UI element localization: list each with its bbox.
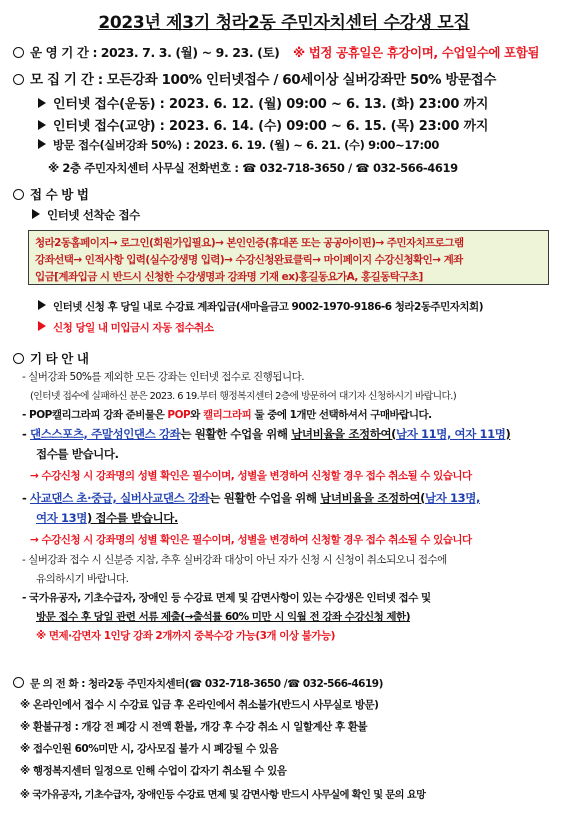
contact-note: ※ 온라인에서 접수 시 수강료 입금 후 온라인에서 취소불가(반드시 사무실로 방문) — [20, 699, 379, 711]
pop-note: - POP캘리그라피 강좌 준비물은 POP와 캘리그라피 둘 중에 1개만 선택하셔서 구매바랍니다. — [22, 409, 432, 421]
circle-bullet-icon — [13, 353, 24, 364]
method-heading: 접 수 방 법 — [13, 185, 89, 203]
triangle-bullet-icon — [38, 300, 46, 310]
contact-phone: 문 의 전 화 : 청라2동 주민자치센터(☎ 032-718-3650 /☎ 032-566-4619) — [13, 676, 383, 691]
gender-warning: → 수강신청 시 강좌명의 성별 확인은 필수이며, 성별을 변경하여 신청할 경우 접수 취소될 수 있습니다 — [30, 534, 472, 546]
triangle-bullet-icon — [32, 209, 40, 219]
circle-bullet-icon — [13, 74, 24, 85]
gender-warning: → 수강신청 시 강좌명의 성별 확인은 필수이며, 성별을 변경하여 신청할 경우 접수 취소될 수 있습니다 — [30, 470, 472, 482]
signup-step-line: 청라2동홈페이지→ 로그인(회원가입필요)→ 본인인증(휴대폰 또는 공공아이핀)→ 주민자치프로그램 — [35, 237, 464, 249]
dance-ratio-note-2: - 사교댄스 초·중급, 실버사교댄스 강좌는 원활한 수업을 위해 남녀비율을 조정하여(남자 13명, — [22, 491, 480, 505]
recruit-row-culture: 인터넷 접수(교양) : 2023. 6. 14. (수) 09:00 ~ 6. 15. (목) 23:00 까지 — [38, 115, 488, 134]
triangle-bullet-icon — [38, 321, 46, 331]
etc-heading: 기 타 안 내 — [13, 349, 89, 367]
signup-step-line: 강좌선택→ 인적사항 입력(실수강생명 입력)→ 수강신청완료클릭→ 마이페이지 수강신청확인→ 계좌 — [35, 254, 463, 266]
method-sub: 인터넷 선착순 접수 — [32, 207, 140, 223]
exemption-limit: ※ 면제·감면자 1인당 강좌 2개까지 중복수강 가능(3개 이상 불가능) — [36, 630, 335, 642]
etc-line: - 실버강좌 50%를 제외한 모든 강좌는 인터넷 접수로 진행됩니다. — [22, 371, 305, 383]
dance-ratio-note-1: - 댄스스포츠, 주말성인댄스 강좌는 원활한 수업을 위해 남녀비율을 조정하여(남자 11명, 여자 11명) — [22, 427, 511, 441]
dance-ratio-note-2-cont: 여자 13명) 접수를 받습니다. — [36, 511, 178, 525]
recruit-period: 모 집 기 간 : 모든강좌 100% 인터넷접수 / 60세이상 실버강좌만 50% 방문접수 — [13, 68, 496, 88]
holiday-note: ※ 법정 공휴일은 휴강이며, 수업일수에 포함됨 — [293, 45, 540, 60]
dance-ratio-note-1-cont: 접수를 받습니다. — [36, 447, 119, 461]
triangle-bullet-icon — [38, 120, 46, 130]
contact-note: ※ 환불규정 : 개강 전 폐강 시 전액 환불, 개강 후 수강 취소 시 일할계산 후 환불 — [20, 721, 368, 733]
auto-cancel-note: 신청 당일 내 미입금시 자동 접수취소 — [38, 320, 213, 335]
circle-bullet-icon — [13, 189, 24, 200]
circle-bullet-icon — [13, 677, 24, 688]
triangle-bullet-icon — [38, 139, 46, 149]
page-title: 2023년 제3기 청라2동 주민자치센터 수강생 모집 — [98, 13, 470, 33]
operating-period: 운 영 기 간 : 2023. 7. 3. (월) ~ 9. 23. (토) ※ 법정 공휴일은 휴강이며, 수업일수에 포함됨 — [13, 43, 539, 61]
contact-note: ※ 행정복지센터 일정으로 인해 수업이 갑자기 취소될 수 있음 — [20, 765, 287, 777]
silver-note: - 실버강좌 접수 시 신분증 지참, 추후 실버강좌 대상이 아닌 자가 신청 시 신청이 취소되오니 접수에 — [22, 554, 447, 566]
signup-step-line: 입금[계좌입금 시 반드시 신청한 수강생명과 강좌명 기재 ex)홍길동요가A, 홍길동탁구초] — [35, 271, 423, 283]
recruit-row-sports: 인터넷 접수(운동) : 2023. 6. 12. (월) 09:00 ~ 6. 13. (화) 23:00 까지 — [38, 93, 488, 112]
circle-bullet-icon — [13, 47, 24, 58]
silver-note-cont: 유의하시기 바랍니다. — [36, 573, 129, 585]
exemption-note: - 국가유공자, 기초수급자, 장애인 등 수강료 면제 및 감면사항이 있는 수강생은 인터넷 접수 및 — [22, 592, 431, 604]
payment-info: 인터넷 신청 후 당일 내로 수강료 계좌입금(새마을금고 9002-1970-9186-6 청라2동주민자치회) — [38, 299, 483, 314]
office-phone: ※ 2층 주민자치센터 사무실 전화번호 : ☎ 032-718-3650 / ☎ 032-566-4619 — [48, 161, 458, 175]
triangle-bullet-icon — [38, 98, 46, 108]
contact-note: ※ 접수인원 60%미만 시, 강사모집 불가 시 폐강될 수 있음 — [20, 743, 279, 755]
signup-steps-box — [28, 230, 549, 285]
recruit-row-visit: 방문 접수(실버강좌 50%) : 2023. 6. 19. (월) ~ 6. 21. (수) 9:00~17:00 — [38, 137, 439, 153]
etc-line: (인터넷 접수에 실패하신 분은 2023. 6 19.부터 행정복지센터 2층에 방문하여 대기자 신청하시기 바랍니다.) — [30, 391, 457, 402]
exemption-note-cont: 방문 접수 후 당일 관련 서류 제출(→출석률 60% 미만 시 익월 전 강좌 수강신청 제한) — [36, 611, 410, 623]
contact-note: ※ 국가유공자, 기초수급자, 장애인등 수강료 면제 및 감면사항 반드시 사무실에 확인 및 문의 요망 — [20, 790, 426, 801]
